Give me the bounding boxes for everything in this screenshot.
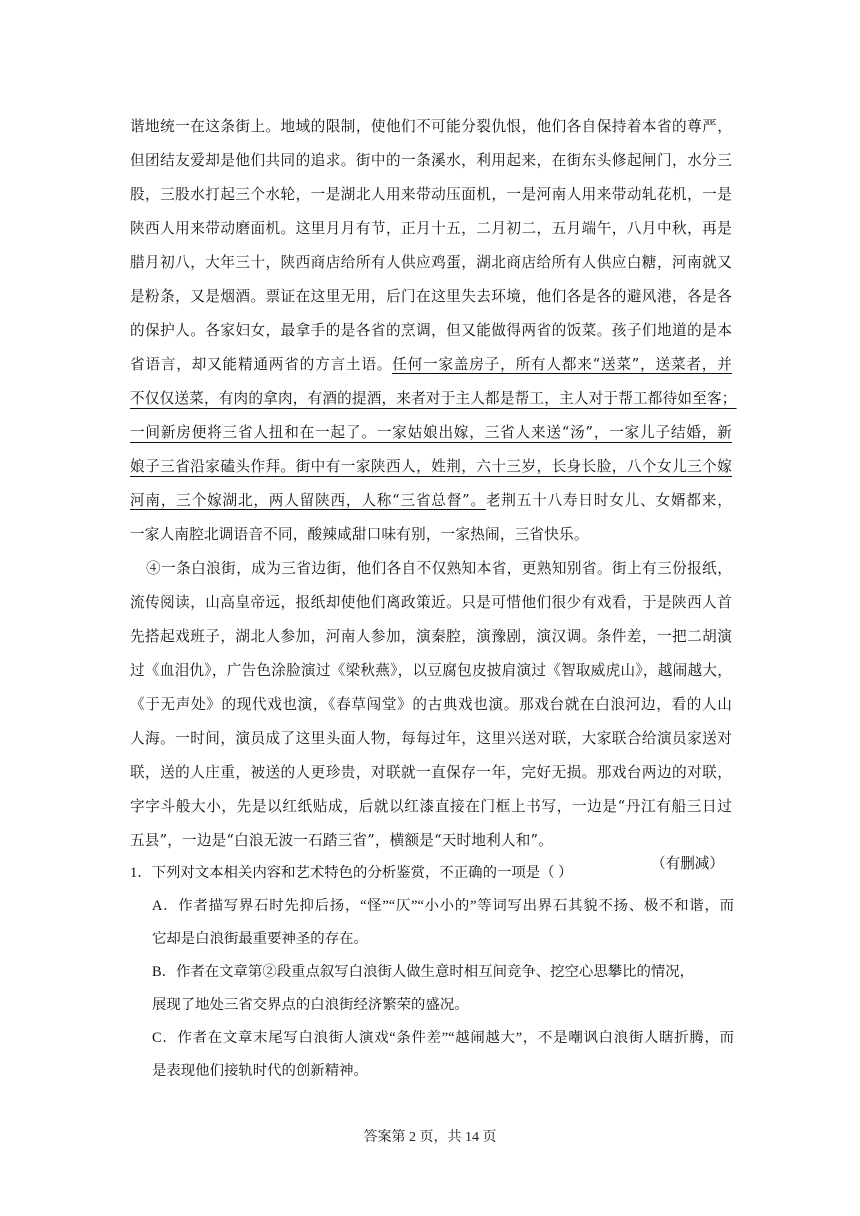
underlined-line: 不仅仅送菜，有肉的拿肉，有酒的提酒，来者对于主人都是帮工，主人对于帮工都待如至客；	[130, 390, 737, 407]
paragraph-4-line: 《于无声处》的现代戏也演，《春草闯堂》的古典戏也演。那戏台就在白浪河边，看的人山	[130, 696, 732, 713]
paragraph-4-line: 人海。一时间，演员成了这里头面人物，每每过年，这里兴送对联，大家联合给演员家送对	[130, 730, 732, 747]
option-c-continued: 是表现他们接轨时代的创新精神。	[152, 1063, 368, 1079]
passage-line: 但团结友爱却是他们共同的追求。街中的一条溪水，利用起来，在街东头修起闸门，水分三	[130, 152, 732, 169]
passage-line: 是粉条，又是烟酒。票证在这里无用，后门在这里失去环境，他们各是各的避风港，各是各	[130, 288, 732, 305]
paragraph-4-line: 先搭起戏班子，湖北人参加，河南人参加，演秦腔，演豫剧，演汉调。条件差，一把二胡演	[130, 628, 732, 645]
underlined-line: 一间新房便将三省人扭和在一起了。一家姑娘出嫁，三省人来送“汤”，一家儿子结婚，新	[130, 424, 732, 441]
option-b: B．作者在文章第②段重点叙写白浪街人做生意时相互间竞争、挖空心思攀比的情况，	[152, 964, 695, 980]
passage-line: 陕西人用来带动磨面机。这里月月有节，正月十五，二月初二，五月端午，八月中秋，再是	[130, 220, 732, 237]
passage-line: 的保护人。各家妇女，最拿手的是各省的烹调，但又能做得两省的饭菜。孩子们地道的是本	[130, 322, 732, 339]
option-a: A．作者描写界石时先抑后扬，“怪”“仄”“小小的”等词写出界石其貌不扬、极不和谐，而	[152, 898, 734, 914]
paragraph-4-line: 五县”，一边是“白浪无波一石踏三省”，横额是“天时地利人和”。	[130, 832, 553, 849]
option-c: C．作者在文章末尾写白浪街人演戏“条件差”“越闹越大”，不是嘲讽白浪街人瞎折腾，而	[152, 1030, 734, 1046]
paragraph-4-line: 字字斗般大小，先是以红纸贴成，后就以红漆直接在门框上书写，一边是“丹江有船三日过	[130, 798, 732, 815]
underlined-text: 任何一家盖房子，所有人都来“送菜”，送菜者，并	[392, 356, 733, 373]
paragraph-4-line: 流传阅读，山高皇帝远，报纸却使他们离政策近。只是可惜他们很少有戏看，于是陕西人首	[130, 594, 732, 611]
passage-line-mixed	[130, 484, 732, 518]
passage-line: 谐地统一在这条街上。地域的限制，使他们不可能分裂仇恨，他们各自保持着本省的尊严，	[130, 118, 732, 135]
paragraph-4-line: 联，送的人庄重，被送的人更珍贵，对联就一直保存一年，完好无损。那戏台两边的对联，	[130, 764, 732, 781]
option-b-continued: 展现了地处三省交界点的白浪街经济繁荣的盛况。	[152, 997, 469, 1013]
passage-line-mixed	[130, 348, 732, 382]
paragraph-4-line: 过《血泪仇》，广告色涂脸演过《梁秋燕》，以豆腐包皮披肩演过《智取威虎山》，越闹越大，	[130, 662, 732, 679]
passage-line: 股，三股水打起三个水轮，一是湖北人用来带动压面机，一是河南人用来带动轧花机，一是	[130, 186, 732, 203]
question-stem: 1．下列对文本相关内容和艺术特色的分析鉴赏，不正确的一项是（ ）	[130, 865, 573, 881]
passage-text: 老荆五十八寿日时女儿、女婿都来，	[485, 492, 732, 509]
underlined-line: 娘子三省沿家磕头作拜。街中有一家陕西人，姓荆，六十三岁，长身长脸，八个女儿三个嫁	[130, 458, 732, 475]
option-a-continued: 它却是白浪街最重要神圣的存在。	[152, 931, 368, 947]
reading-passage	[130, 110, 737, 858]
source-note: （有删减）	[651, 855, 724, 872]
passage-line: 一家人南腔北调语音不同，酸辣咸甜口味有别，一家热闹，三省快乐。	[130, 526, 589, 543]
passage-text: 省语言，却又能精通两省的方言土语。	[130, 356, 393, 373]
question-block	[130, 857, 734, 1088]
page-footer: 答案第 2 页，共 14 页	[363, 1130, 497, 1145]
paragraph-4-line: ④一条白浪街，成为三省边街，他们各自不仅熟知本省，更熟知别省。街上有三份报纸，	[146, 560, 732, 577]
passage-line: 腊月初八，大年三十，陕西商店给所有人供应鸡蛋，湖北商店给所有人供应白糖，河南就又	[130, 254, 732, 271]
underlined-text: 河南，三个嫁湖北，两人留陕西，人称“三省总督”。	[130, 492, 486, 509]
